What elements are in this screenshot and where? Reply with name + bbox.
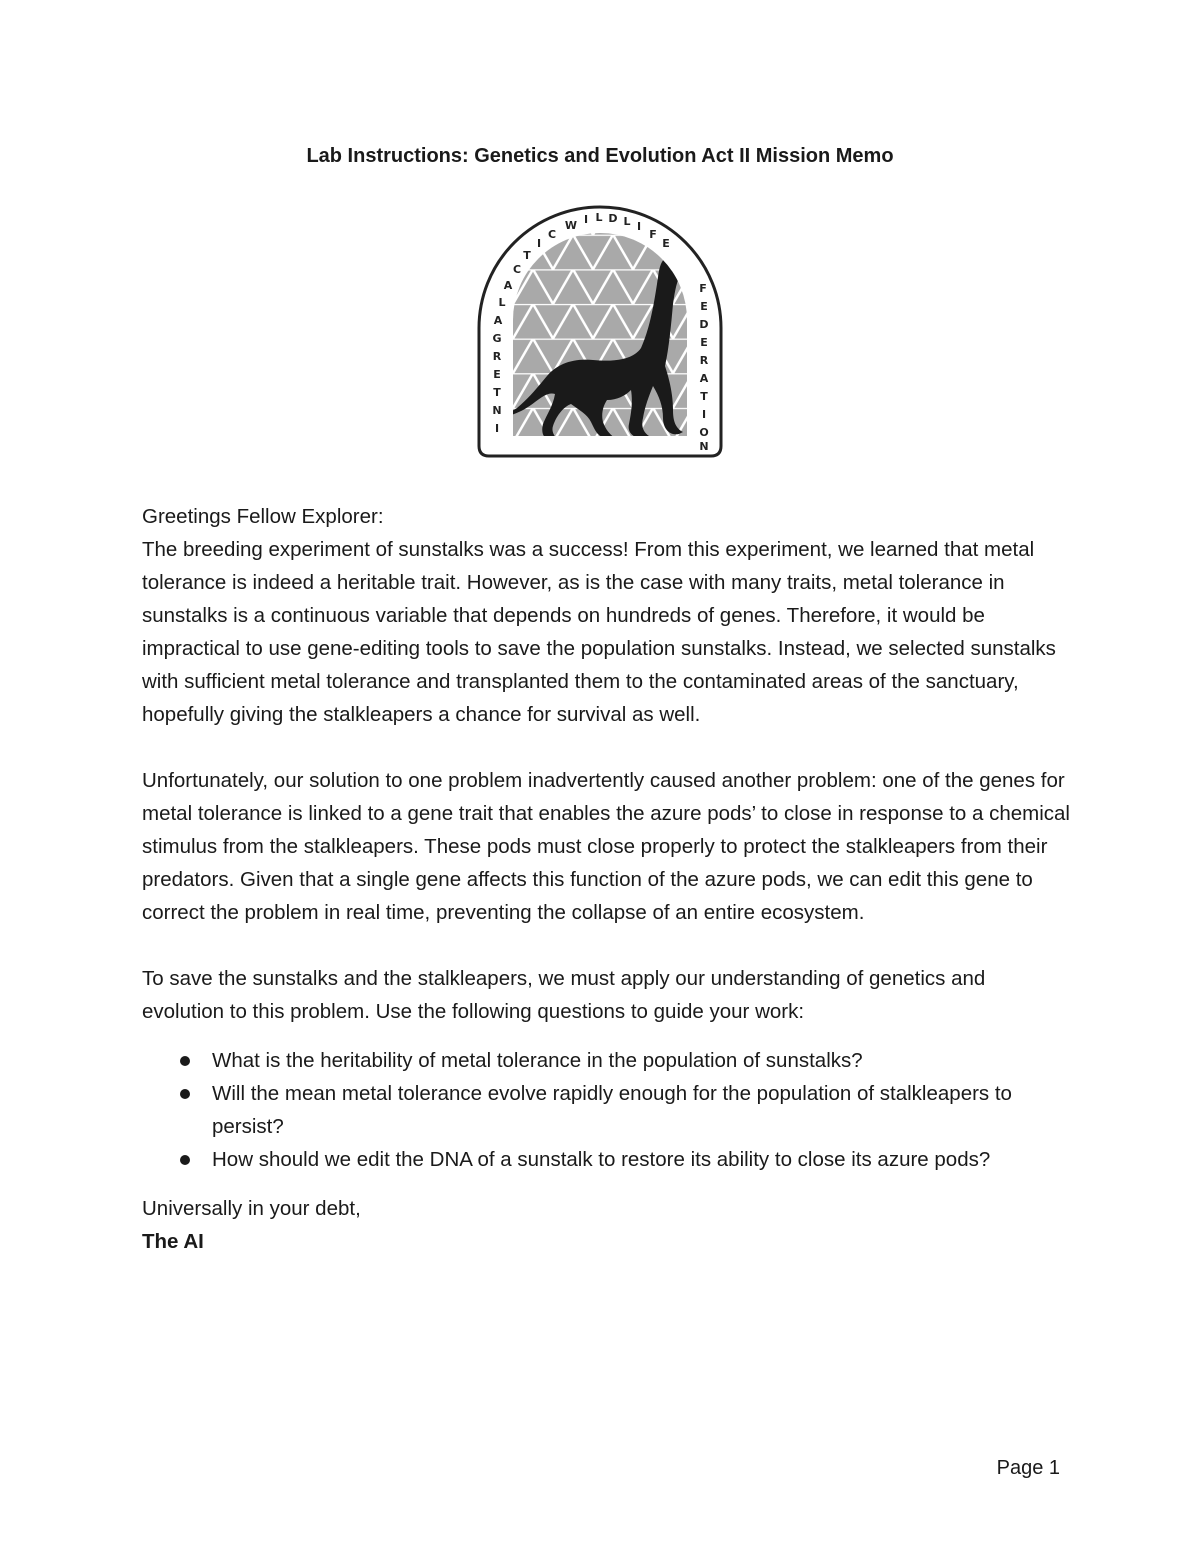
svg-text:T: T [493,386,501,399]
document-title: Lab Instructions: Genetics and Evolution Act II Mission Memo [306,145,894,167]
svg-text:I: I [701,408,707,421]
svg-text:E: E [700,336,708,349]
svg-text:O: O [699,426,709,439]
svg-text:F: F [699,282,707,295]
svg-text:N: N [492,404,502,417]
svg-text:I: I [494,422,500,435]
paragraph-1: The breeding experiment of sunstalks was a success! From this experiment, we learned that metal tolerance is indeed a heritable trait. However, as is the case with many traits, metal tolerance in sunstalks is a continuous variable that depends on hundreds of genes. Therefore, it would be impractical to use gene-editing tools to save the population sunstalks. Instead, we selected sunstalks with sufficient metal tolerance and transplanted them to the contaminated areas of the sanctuary, hopefully giving the stalkleapers a chance for survival as well. [142,538,1056,726]
svg-text:F: F [649,228,657,241]
page-number: Page 1 [996,1457,1060,1479]
signature: The AI [142,1230,204,1253]
intergalactic-wildlife-federation-logo [473,200,727,460]
svg-text:A: A [699,372,709,385]
svg-text:A: A [503,279,513,292]
svg-text:A: A [493,314,503,327]
svg-text:D: D [699,318,709,331]
svg-text:L: L [498,296,506,309]
list-item [212,1044,1072,1077]
svg-text:I: I [583,213,589,226]
greeting: Greetings Fellow Explorer: [142,505,384,528]
svg-text:T: T [523,249,531,262]
question-3: How should we edit the DNA of a sunstalk to restore its ability to close its azure pods? [212,1148,991,1171]
svg-text:R: R [492,350,502,363]
memo-body [142,500,1072,1258]
question-1: What is the heritability of metal tolerance in the population of sunstalks? [212,1049,863,1072]
bullet-icon [180,1155,190,1165]
svg-text:N: N [699,440,709,453]
question-2: Will the mean metal tolerance evolve rapidly enough for the population of stalkleapers to persist? [212,1082,1012,1138]
svg-text:I: I [536,237,542,250]
paragraph-3: To save the sunstalks and the stalkleapers, we must apply our understanding of genetics and evolution to this problem. Use the following questions to guide your work: [142,967,986,1023]
svg-text:E: E [700,300,708,313]
list-item [212,1143,1072,1176]
svg-text:R: R [699,354,709,367]
dinosaur-emblem-icon [473,200,727,460]
question-list [142,1044,1072,1176]
svg-text:C: C [512,263,522,276]
svg-text:E: E [662,237,670,250]
svg-text:W: W [564,219,578,232]
svg-text:C: C [547,228,557,241]
svg-text:E: E [493,368,501,381]
svg-text:I: I [636,220,642,233]
svg-text:L: L [623,215,631,228]
svg-text:D: D [608,212,618,225]
closing: Universally in your debt, [142,1197,361,1220]
svg-text:T: T [700,390,708,403]
list-item [212,1077,1072,1143]
paragraph-2: Unfortunately, our solution to one problem inadvertently caused another problem: one of the genes for metal tolerance is linked to a gene trait that enables the azure pods’ to close in response to a chemical stimulus from the stalkleapers. These pods must close properly to protect the stalkleapers from their predators. Given that a single gene affects this function of the azure pods, we can edit this gene to correct the problem in real time, preventing the collapse of an entire ecosystem. [142,769,1070,924]
svg-text:L: L [595,211,603,224]
svg-text:G: G [492,332,502,345]
bullet-icon [180,1056,190,1066]
bullet-icon [180,1089,190,1099]
